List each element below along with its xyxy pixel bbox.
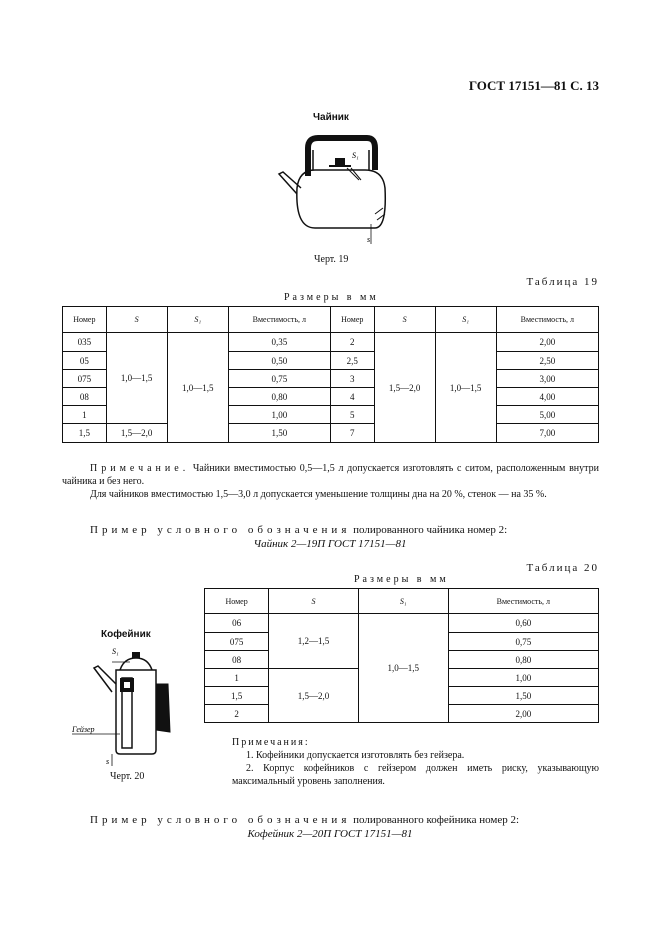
example-2: [90, 814, 519, 826]
cell-number: 08: [205, 651, 269, 669]
table-20-header: S: [269, 589, 359, 614]
cell-number: 05: [63, 352, 107, 370]
example-text: полированного кофейника номер 2:: [350, 814, 520, 826]
figure-20-title: Кофейник: [101, 629, 151, 640]
table-19-header: S: [106, 307, 167, 333]
cell-s1: 1,0—1,5: [358, 614, 448, 723]
table-20-header: S₁: [358, 589, 448, 614]
cell-s: 1,5—2,0: [374, 333, 435, 443]
cell-capacity: 0,80: [448, 651, 598, 669]
cell-number: 1,5: [63, 424, 107, 443]
note-label: Примечание.: [90, 463, 190, 474]
cell-number: 075: [63, 370, 107, 388]
figure-19-title: Чайник: [313, 112, 349, 123]
teapot-label-s: s: [367, 235, 371, 244]
note-19-2: Для чайников вместимостью 1,5—3,0 л допускается уменьшение толщины дна на 20 %, стенок — на 35 %.: [90, 489, 547, 500]
notes-20-title: [232, 736, 599, 749]
cell-number: 5: [330, 406, 374, 424]
coffeepot-label-geyser: Гейзер: [72, 725, 95, 734]
figure-20-caption: Черт. 20: [110, 771, 145, 782]
cell-number: 035: [63, 333, 107, 352]
figure-19-caption: Черт. 19: [314, 254, 349, 265]
cell-capacity: 7,00: [496, 424, 598, 443]
notes-title: Примечания:: [232, 737, 310, 748]
teapot-label-s1: S₁: [352, 151, 359, 160]
example-2-designation: Кофейник 2—20П ГОСТ 17151—81: [247, 828, 413, 840]
teapot-drawing: [275, 128, 390, 248]
table-19: [62, 306, 599, 443]
table-19-header: Вместимость, л: [228, 307, 330, 333]
teapot-knob: [335, 158, 345, 166]
cell-number: 08: [63, 388, 107, 406]
example-label: Пример условного обозначения: [90, 814, 351, 826]
cell-s1: 1,0—1,5: [167, 333, 228, 443]
cell-number: 3: [330, 370, 374, 388]
table-19-header: Номер: [63, 307, 107, 333]
cell-s: 1,5—2,0: [106, 424, 167, 443]
cell-capacity: 0,50: [228, 352, 330, 370]
cell-capacity: 1,50: [448, 687, 598, 705]
table-19-header: S₁: [167, 307, 228, 333]
example-1: [90, 524, 507, 536]
table-20-header: Вместимость, л: [448, 589, 598, 614]
table-20-header: Номер: [205, 589, 269, 614]
table-20: [204, 588, 599, 723]
table-row: [63, 333, 599, 352]
cell-number: 1,5: [205, 687, 269, 705]
cell-s: 1,5—2,0: [269, 669, 359, 723]
cell-capacity: 2,50: [496, 352, 598, 370]
table-20-subtitle: Размеры в мм: [354, 574, 449, 585]
coffeepot-knob: [132, 652, 140, 658]
cell-number: 06: [205, 614, 269, 633]
table-19-header: Вместимость, л: [496, 307, 598, 333]
cell-capacity: 2,00: [448, 705, 598, 723]
table-19-name: Таблица 19: [526, 276, 599, 288]
table-19-header: S₁: [435, 307, 496, 333]
cell-capacity: 1,50: [228, 424, 330, 443]
coffeepot-label-s1: S₁: [112, 647, 119, 656]
table-19-header: S: [374, 307, 435, 333]
table-row: [205, 614, 599, 633]
example-label: Пример условного обозначения: [90, 524, 351, 536]
table-20-name: Таблица 20: [526, 562, 599, 574]
cell-number: 2,5: [330, 352, 374, 370]
cell-number: 1: [205, 669, 269, 687]
cell-number: 2: [330, 333, 374, 352]
cell-capacity: 2,00: [496, 333, 598, 352]
coffeepot-drawing: [72, 642, 187, 767]
table-19-subtitle: Размеры в мм: [284, 292, 379, 303]
note-20-1: 1. Кофейники допускается изготовлять без гейзера.: [246, 750, 465, 761]
cell-capacity: 3,00: [496, 370, 598, 388]
cell-capacity: 0,35: [228, 333, 330, 352]
cell-number: 4: [330, 388, 374, 406]
cell-s: 1,0—1,5: [106, 333, 167, 424]
note-19-1: [62, 462, 599, 488]
cell-capacity: 0,60: [448, 614, 598, 633]
table-row: [63, 424, 599, 443]
coffeepot-label-s: s: [106, 757, 110, 766]
cell-capacity: 4,00: [496, 388, 598, 406]
teapot-body: [297, 170, 385, 228]
note-20-2: 2. Корпус кофейников с гейзером должен иметь риску, указывающую максимальный уровень заполнения.: [232, 763, 599, 787]
page-header: ГОСТ 17151—81 С. 13: [468, 78, 599, 93]
cell-capacity: 0,75: [228, 370, 330, 388]
coffeepot-spout: [94, 666, 116, 692]
table-19-header: Номер: [330, 307, 374, 333]
cell-number: 2: [205, 705, 269, 723]
coffeepot-lid: [120, 658, 152, 670]
example-1-designation: Чайник 2—19П ГОСТ 17151—81: [253, 538, 407, 550]
cell-number: 7: [330, 424, 374, 443]
example-text: полированного чайника номер 2:: [350, 524, 508, 536]
cell-s: 1,2—1,5: [269, 614, 359, 669]
note-text: Чайники вместимостью 0,5—1,5 л допускается изготовлять с ситом, расположенным внутри чайника и без него.: [62, 463, 599, 487]
cell-number: 1: [63, 406, 107, 424]
cell-s1: 1,0—1,5: [435, 333, 496, 443]
cell-capacity: 1,00: [448, 669, 598, 687]
cell-capacity: 0,75: [448, 633, 598, 651]
cell-number: 075: [205, 633, 269, 651]
cell-capacity: 1,00: [228, 406, 330, 424]
coffeepot-handle: [156, 684, 170, 732]
cell-capacity: 5,00: [496, 406, 598, 424]
cell-capacity: 0,80: [228, 388, 330, 406]
